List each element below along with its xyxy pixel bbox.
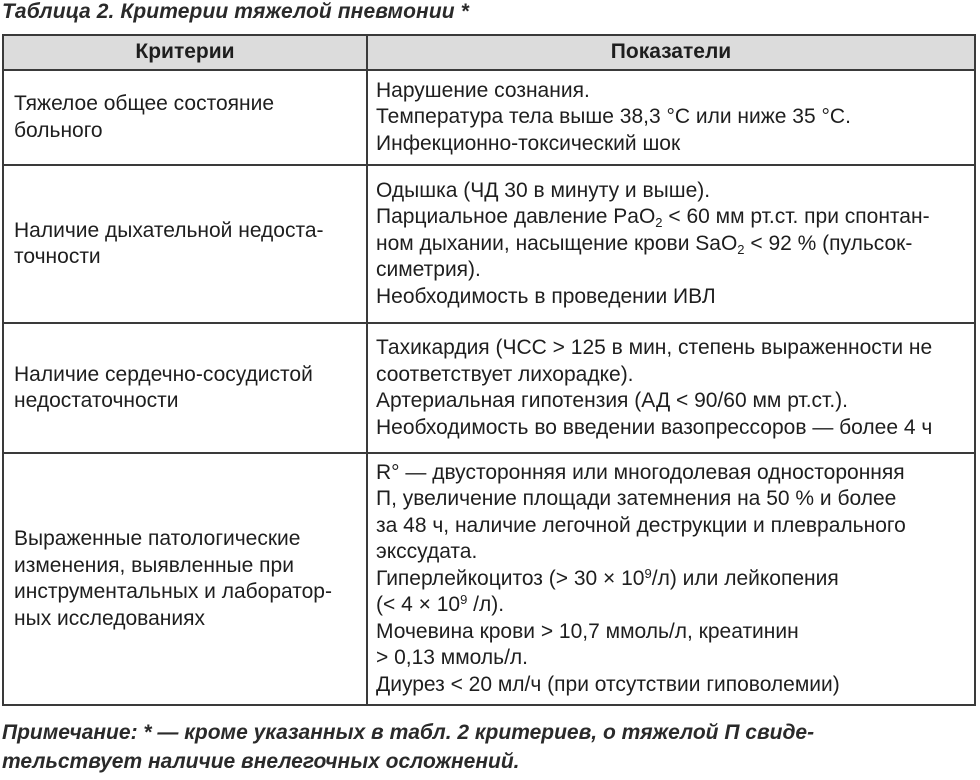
superscript: 9 <box>644 565 652 581</box>
criteria-line: Наличие дыхательной недоста- <box>14 218 324 242</box>
indicator-line: Инфекционно-токсический шок <box>376 131 681 155</box>
indicator-line: экссудата. <box>376 540 478 564</box>
indicators-cell <box>367 165 975 323</box>
indicator-line: Температура тела выше 38,3 °С или ниже 35 °С. <box>376 105 851 129</box>
indicator-line: соответствует лихорадке). <box>376 362 634 386</box>
indicator-text: < 60 мм рт.ст. при спонтан- <box>662 205 930 229</box>
indicator-text: /л). <box>467 593 505 617</box>
indicator-line: Одышка (ЧД 30 в минуту и выше). <box>376 178 711 202</box>
indicator-line: Мочевина крови > 10,7 ммоль/л, креатинин <box>376 619 799 643</box>
criteria-line: точности <box>14 245 101 268</box>
criteria-line: недостаточности <box>14 389 179 412</box>
criteria-cell <box>3 453 367 705</box>
criteria-line: изменения, выявленные при <box>14 553 294 577</box>
indicator-line: за 48 ч, наличие легочной деструкции и плеврального <box>376 513 906 537</box>
criteria-cell <box>3 70 367 165</box>
indicator-line: Необходимость во введении вазопрессоров — более 4 ч <box>376 415 933 439</box>
indicator-line <box>376 566 968 593</box>
indicator-text: < 92 % (пульсок- <box>744 231 913 255</box>
indicator-line: R° — двусторонняя или многодолевая односторонняя <box>376 460 905 484</box>
indicators-cell <box>367 453 975 705</box>
subscript: 2 <box>655 215 663 231</box>
table-row <box>3 453 975 705</box>
criteria-table <box>2 34 976 706</box>
indicator-line: П, увеличение площади затемнения на 50 % и более <box>376 487 897 511</box>
criteria-line: инструментальных и лаборатор- <box>14 580 332 603</box>
table-header-row <box>3 35 975 70</box>
criteria-line: больного <box>14 118 103 142</box>
column-header-criteria: Критерии <box>3 35 367 70</box>
indicator-text: (< 4 × 10 <box>376 593 461 617</box>
indicator-text: ном дыхании, насыщение крови SaO <box>376 231 738 255</box>
indicator-line: Тахикардия (ЧСС > 125 в мин, степень выраженности не <box>376 336 933 359</box>
indicator-line: Необходимость в проведении ИВЛ <box>376 284 716 308</box>
superscript: 9 <box>460 592 468 608</box>
indicator-line: Диурез < 20 мл/ч (при отсутствии гиповолемии) <box>376 672 840 696</box>
criteria-cell <box>3 165 367 323</box>
indicator-text: /л) или лейкопения <box>651 566 839 590</box>
indicator-line <box>376 204 968 231</box>
indicator-line: Артериальная гипотензия (АД < 90/60 мм рт.ст.). <box>376 389 848 412</box>
criteria-line: Наличие сердечно-сосудистой <box>14 362 313 386</box>
indicator-line <box>376 231 968 258</box>
table-note <box>2 718 972 776</box>
indicators-cell <box>367 323 975 453</box>
criteria-cell <box>3 323 367 453</box>
criteria-line: Выраженные патологические <box>14 527 301 550</box>
table-row <box>3 323 975 453</box>
subscript: 2 <box>737 241 745 257</box>
indicator-text: Гиперлейкоцитоз (> 30 × 10 <box>376 566 645 590</box>
note-line: тельствует наличие внелегочных осложнений. <box>2 750 520 773</box>
table-row <box>3 165 975 323</box>
indicator-line: Нарушение сознания. <box>376 78 590 102</box>
indicators-cell <box>367 70 975 165</box>
indicator-line: симетрия). <box>376 258 481 282</box>
indicator-text: Парциальное давление PaO <box>376 205 656 229</box>
indicator-line <box>376 592 968 619</box>
note-line: Примечание: * — кроме указанных в табл. 2 критериев, о тяжелой П свиде- <box>2 721 815 744</box>
criteria-line: ных исследованиях <box>14 606 205 630</box>
column-header-indicators: Показатели <box>367 35 975 70</box>
criteria-line: Тяжелое общее состояние <box>14 92 275 115</box>
indicator-line: > 0,13 ммоль/л. <box>376 646 529 670</box>
table-row <box>3 70 975 165</box>
table-caption: Таблица 2. Критерии тяжелой пневмонии * <box>2 0 469 23</box>
